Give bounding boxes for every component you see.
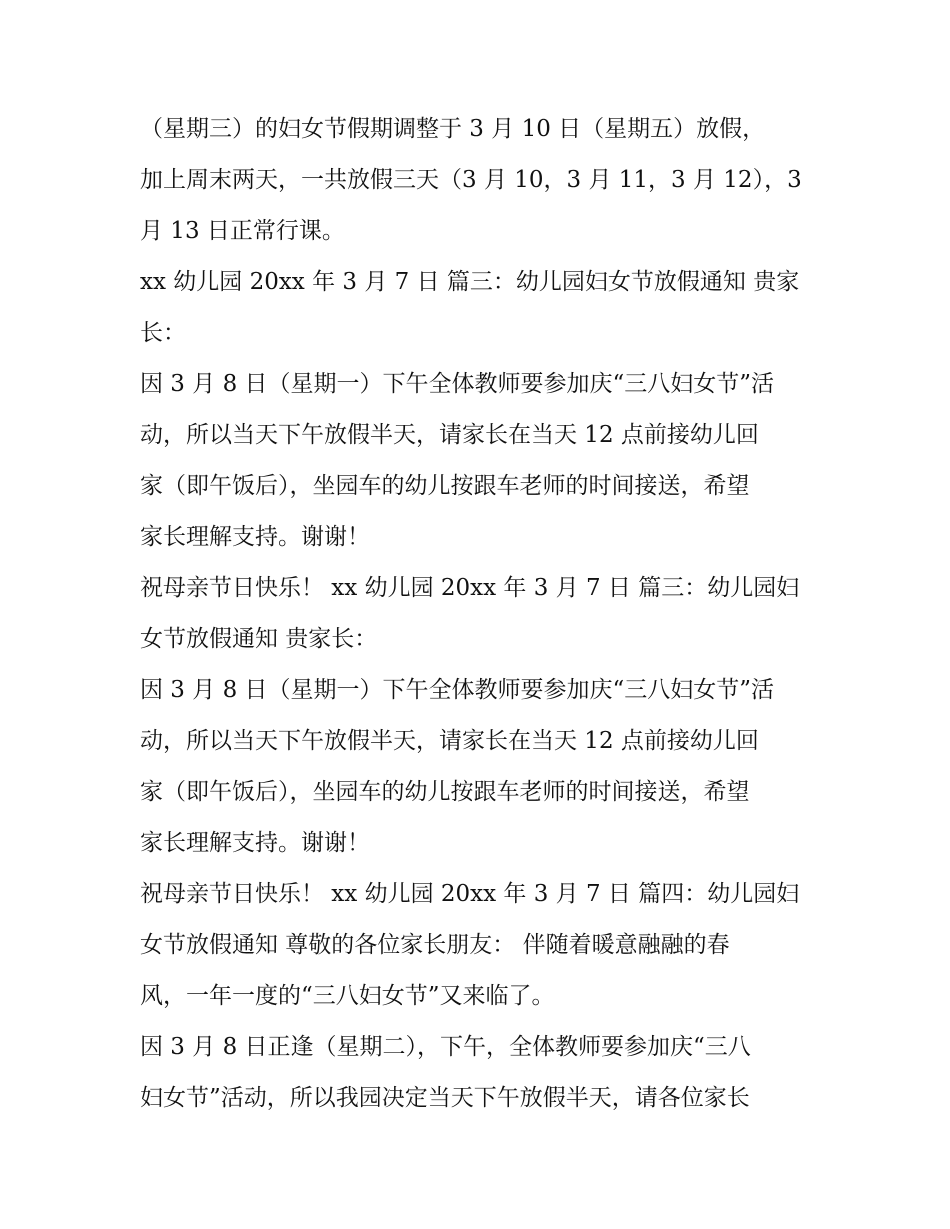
text-line: 祝母亲节日快乐！ xx 幼儿园 20xx 年 3 月 7 日 篇三：幼儿园妇 bbox=[140, 575, 800, 601]
text-line: 长： bbox=[140, 320, 186, 346]
text-line: 女节放假通知 贵家长： bbox=[140, 626, 378, 652]
text-line: 妇女节”活动，所以我园决定当天下午放假半天，请各位家长 bbox=[140, 1085, 750, 1111]
text-line: 月 13 日正常行课。 bbox=[140, 218, 345, 244]
text-line: xx 幼儿园 20xx 年 3 月 7 日 篇三：幼儿园妇女节放假通知 贵家 bbox=[140, 269, 800, 295]
text-line: 因 3 月 8 日（星期一）下午全体教师要参加庆“三八妇女节”活 bbox=[140, 677, 775, 703]
text-line: 女节放假通知 尊敬的各位家长朋友： 伴随着暖意融融的春 bbox=[140, 932, 730, 958]
text-line: 风，一年一度的“三八妇女节”又来临了。 bbox=[140, 983, 555, 1009]
text-line: 家（即午饭后），坐园车的幼儿按跟车老师的时间接送，希望 bbox=[140, 779, 750, 805]
text-line: 因 3 月 8 日（星期一）下午全体教师要参加庆“三八妇女节”活 bbox=[140, 371, 775, 397]
text-line: 动，所以当天下午放假半天，请家长在当天 12 点前接幼儿回 bbox=[140, 422, 759, 448]
text-line: （星期三）的妇女节假期调整于 3 月 10 日（星期五）放假， bbox=[140, 116, 766, 142]
text-line: 因 3 月 8 日正逢（星期二），下午，全体教师要参加庆“三八 bbox=[140, 1034, 751, 1060]
text-line: 动，所以当天下午放假半天，请家长在当天 12 点前接幼儿回 bbox=[140, 728, 759, 754]
text-line: 家长理解支持。谢谢！ bbox=[140, 524, 370, 550]
text-line: 家长理解支持。谢谢！ bbox=[140, 830, 370, 856]
text-line: 祝母亲节日快乐！ xx 幼儿园 20xx 年 3 月 7 日 篇四：幼儿园妇 bbox=[140, 881, 800, 907]
text-line: 加上周末两天，一共放假三天（3 月 10，3 月 11，3 月 12），3 bbox=[140, 167, 802, 193]
text-line: 家（即午饭后），坐园车的幼儿按跟车老师的时间接送，希望 bbox=[140, 473, 750, 499]
